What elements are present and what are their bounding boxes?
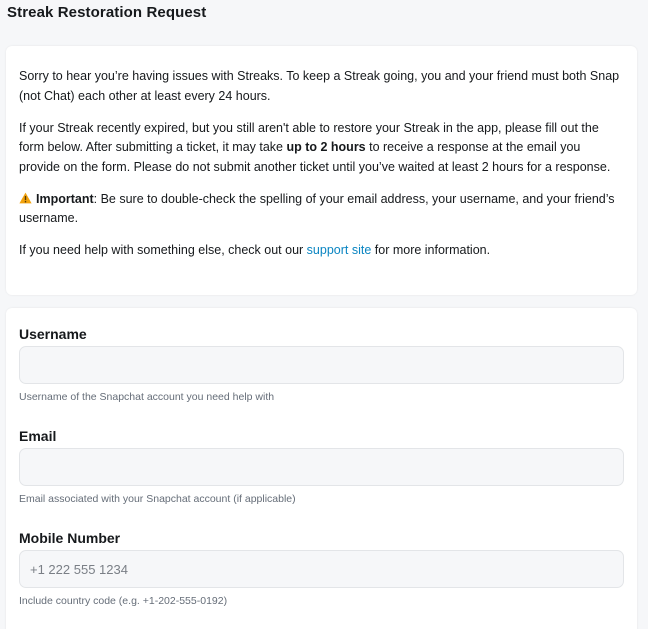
mobile-number-label: Mobile Number bbox=[19, 530, 121, 546]
intro-paragraph: Sorry to hear you’re having issues with Streaks. To keep a Streak going, you and your friend must both Snap (not Chat) each other at least every 24 hours. bbox=[19, 69, 620, 103]
help-paragraph: If you need help with something else, check out our support site for more information. bbox=[19, 243, 491, 257]
mobile-number-input[interactable] bbox=[19, 550, 624, 588]
email-input[interactable] bbox=[19, 448, 624, 486]
instructions-paragraph: If your Streak recently expired, but you still aren't able to restore your Streak in the app, please fill out the form below. After submitting a ticket, it may take up to 2 hours to receive a response at the email you provide on the form. Please do not submit another ticket until you’ve waited at least 2 hours for a response. bbox=[19, 120, 611, 174]
mobile-number-hint: Include country code (e.g. +1-202-555-0192) bbox=[19, 595, 228, 607]
response-time-emphasis: up to 2 hours bbox=[286, 140, 366, 154]
username-label: Username bbox=[19, 326, 87, 342]
email-label: Email bbox=[19, 428, 57, 444]
page-title: Streak Restoration Request bbox=[7, 4, 207, 21]
email-hint: Email associated with your Snapchat account (if applicable) bbox=[19, 493, 296, 505]
important-label: Important bbox=[36, 191, 94, 206]
username-hint: Username of the Snapchat account you need help with bbox=[19, 391, 275, 403]
warning-triangle-icon bbox=[19, 192, 32, 204]
info-card bbox=[6, 46, 637, 295]
important-notice: Important: Be sure to double-check the spelling of your email address, your username, and your friend’s username. bbox=[19, 191, 615, 225]
username-input[interactable] bbox=[19, 346, 624, 384]
support-site-link[interactable]: support site bbox=[306, 243, 372, 257]
request-form bbox=[6, 308, 637, 629]
